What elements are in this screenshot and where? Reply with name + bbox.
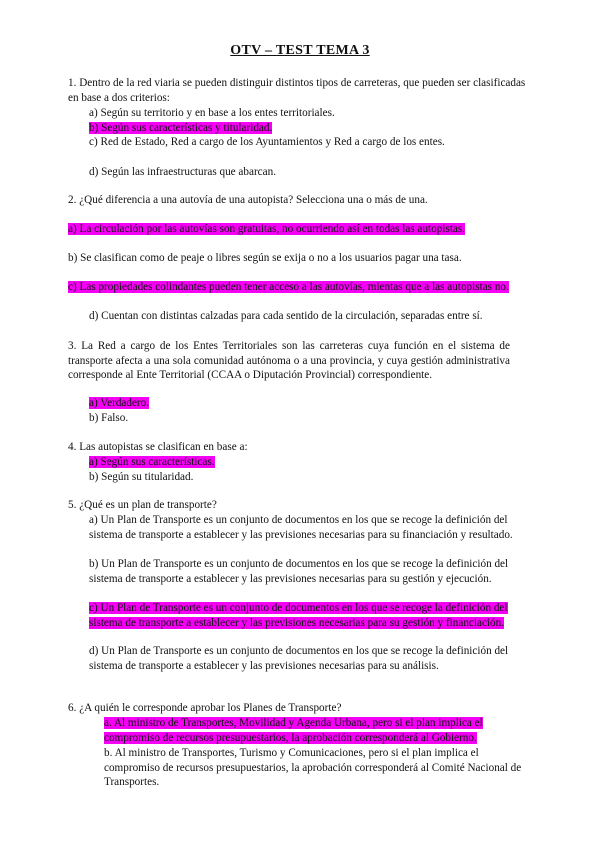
question-1-option-a: a) Según su territorio y en base a los entes territoriales. — [89, 107, 335, 119]
question-5-text: 5. ¿Qué es un plan de transporte? — [68, 499, 217, 511]
question-6-text: 6. ¿A quién le corresponde aprobar los Planes de Transporte? — [68, 702, 342, 714]
question-3-option-a: a) Verdadero. — [89, 397, 150, 409]
question-5-option-a: a) Un Plan de Transporte es un conjunto de documentos en los que se recoge la definición del sistema de transporte a establecer y las previsiones necesarias para su financiación y resultado. — [89, 514, 513, 541]
question-2-option-a: a) La circulación por las autovías son gratuitas, no ocurriendo así en todas las autopistas. — [68, 223, 466, 235]
question-1-option-d: d) Según las infraestructuras que abarcan. — [89, 166, 277, 178]
question-1-option-b: b) Según sus características y titularidad. — [89, 122, 273, 134]
page-title: OTV – TEST TEMA 3 — [230, 43, 370, 58]
question-2-option-b: b) Se clasifican como de peaje o libres según se exija o no a los usuarios pagar una tasa. — [68, 252, 462, 264]
question-1-option-c: c) Red de Estado, Red a cargo de los Ayuntamientos y Red a cargo de los entes. — [89, 136, 445, 148]
question-2-text: 2. ¿Qué diferencia a una autovía de una autopista? Selecciona una o más de una. — [68, 194, 428, 206]
question-3-text: 3. La Red a cargo de los Entes Territoriales son las carreteras cuya función en el sistema de transporte afecta a una sola comunidad autónoma o a una provincia, y cuya gestión administrativa corresponde al Ente Territorial (CCAA o Diputación Provincial) correspondiente. — [68, 340, 510, 382]
question-4-option-b: b) Según su titularidad. — [89, 471, 194, 483]
question-5-option-d: d) Un Plan de Transporte es un conjunto de documentos en los que se recoge la definición del sistema de transporte a establecer y las previsiones necesarias para su análisis. — [89, 645, 509, 672]
question-3-option-b: b) Falso. — [89, 412, 129, 424]
question-2-option-c: c) Las propiedades colindantes pueden tener acceso a las autovías, mientas que a las autopistas no. — [68, 281, 509, 293]
question-6-option-b: b. Al ministro de Transportes, Turismo y Comunicaciones, pero si el plan implica el compromiso de recursos presupuestarios, la aprobación corresponderá al Comité Nacional de Transportes. — [104, 747, 522, 789]
question-1-text: 1. Dentro de la red viaria se pueden distinguir distintos tipos de carreteras, que pueden ser clasificadas en base a dos criterios: — [68, 77, 526, 104]
question-5-option-b: b) Un Plan de Transporte es un conjunto de documentos en los que se recoge la definición del sistema de transporte a establecer y las previsiones necesarias para su gestión y ejecución. — [89, 558, 509, 585]
question-4-option-a: a) Según sus características. — [89, 456, 215, 468]
question-2-option-d: d) Cuentan con distintas calzadas para cada sentido de la circulación, separadas entre sí. — [89, 310, 483, 322]
question-4-text: 4. Las autopistas se clasifican en base a: — [68, 441, 248, 453]
question-5-option-c: c) Un Plan de Transporte es un conjunto de documentos en los que se recoge la definición del sistema de transporte a establecer y las previsiones necesarias para su gestión y financiación. — [89, 602, 508, 629]
question-6-option-a: a. Al ministro de Transportes, Movilidad y Agenda Urbana, pero si el plan implica el compromiso de recursos presupuestarios, la aprobación corresponderá al Gobierno. — [104, 717, 483, 744]
